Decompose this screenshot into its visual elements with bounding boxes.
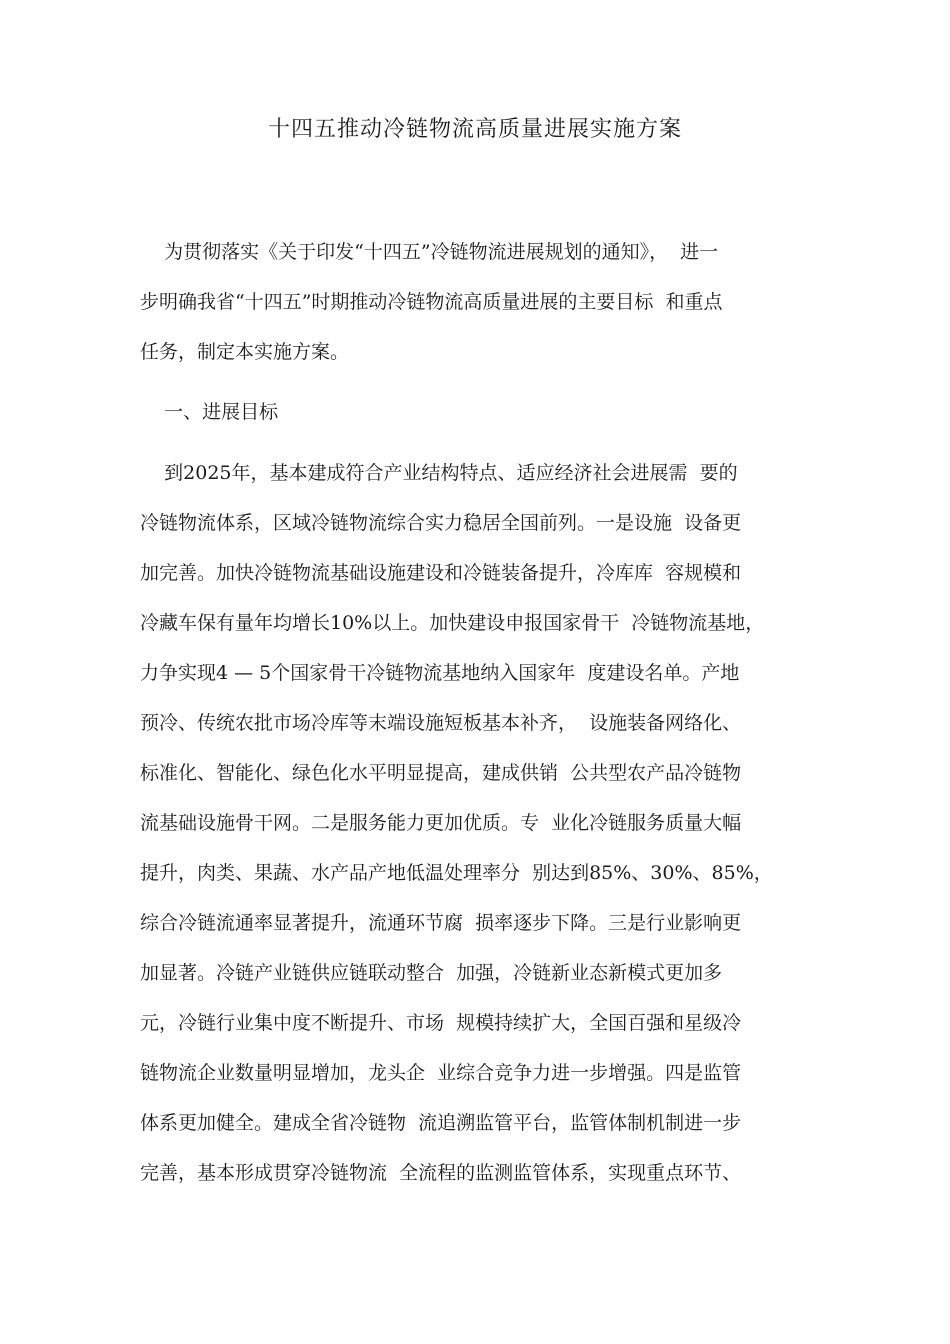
intro-line-1: 为贯彻落实《关于印发“十四五”冷链物流进展规划的通知》， 进一 bbox=[140, 241, 719, 263]
intro-line-3: 任务，制定本实施方案。 bbox=[140, 341, 350, 363]
document-title: 十四五推动冷链物流高质量进展实施方案 bbox=[267, 117, 682, 142]
section-heading: 一、进展目标 bbox=[140, 401, 279, 423]
body-line-10: 综合冷链流通率显著提升，流通环节腐 损率逐步下降。三是行业影响更 bbox=[140, 912, 742, 934]
body-line-14: 体系更加健全。建成全省冷链物 流追溯监管平台，监管体制机制进一步 bbox=[140, 1112, 742, 1134]
intro-line-2: 步明确我省“十四五”时期推动冷链物流高质量进展的主要目标 和重点 bbox=[140, 291, 723, 313]
body-line-1: 到2025年，基本建成符合产业结构特点、适应经济社会进展需 要的 bbox=[140, 462, 738, 484]
body-line-13: 链物流企业数量明显增加，龙头企 业综合竞争力进一步增强。四是监管 bbox=[140, 1062, 742, 1084]
body-line-15: 完善，基本形成贯穿冷链物流 全流程的监测监管体系，实现重点环节、 bbox=[140, 1162, 742, 1184]
body-line-7: 标准化、智能化、绿色化水平明显提高，建成供销 公共型农产品冷链物 bbox=[140, 762, 742, 784]
body-line-3: 加完善。加快冷链物流基础设施建设和冷链装备提升，冷库库 容规模和 bbox=[140, 562, 742, 584]
body-line-5: 力争实现4 — 5个国家骨干冷链物流基地纳入国家年 度建设名单。产地 bbox=[140, 662, 740, 684]
body-line-11: 加显著。冷链产业链供应链联动整合 加强，冷链新业态新模式更加多 bbox=[140, 962, 723, 984]
body-line-4: 冷藏车保有量年均增长10%以上。加快建设申报国家骨干 冷链物流基地， bbox=[140, 612, 765, 634]
body-line-12: 元，冷链行业集中度不断提升、市场 规模持续扩大，全国百强和星级冷 bbox=[140, 1012, 742, 1034]
body-line-9: 提升，肉类、果蔬、水产品产地低温处理率分 别达到85%、30%、85%， bbox=[140, 862, 773, 884]
body-line-2: 冷链物流体系，区域冷链物流综合实力稳居全国前列。一是设施 设备更 bbox=[140, 512, 742, 534]
body-line-8: 流基础设施骨干网。二是服务能力更加优质。专 业化冷链服务质量大幅 bbox=[140, 812, 742, 834]
body-line-6: 预冷、传统农批市场冷库等末端设施短板基本补齐， 设施装备网络化、 bbox=[140, 712, 742, 734]
